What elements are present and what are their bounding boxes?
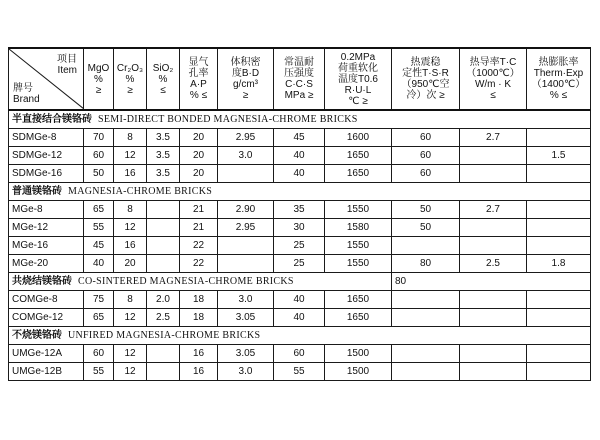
header-thermal-expansion: 热膨胀率 Therm·Exp （1400℃） % ≤: [527, 48, 591, 110]
value-cell: 16: [180, 345, 218, 363]
value-cell: [218, 255, 274, 273]
section-extra-value: 80: [392, 273, 591, 291]
table-row: [9, 309, 591, 327]
value-cell: 80: [392, 255, 460, 273]
value-cell: 3.0: [218, 147, 274, 165]
header-crushing-strength: 常温耐 压强度 C·C·S MPa ≥: [274, 48, 325, 110]
value-cell: [527, 237, 591, 255]
section-header-row: [9, 273, 591, 291]
value-cell: 18: [180, 309, 218, 327]
value-cell: 60: [84, 147, 114, 165]
table-row: [9, 237, 591, 255]
section-title-zh: 共烧结镁铬砖: [12, 276, 72, 287]
value-cell: [460, 345, 527, 363]
value-cell: [392, 237, 460, 255]
table-row: [9, 219, 591, 237]
value-cell: 2.90: [218, 201, 274, 219]
value-cell: 3.0: [218, 291, 274, 309]
section-title-cell: [9, 183, 591, 201]
value-cell: 21: [180, 201, 218, 219]
value-cell: 2.95: [218, 129, 274, 147]
section-title-en: CO-SINTERED MAGNESIA-CHROME BRICKS: [78, 276, 294, 287]
value-cell: [460, 219, 527, 237]
value-cell: [527, 345, 591, 363]
value-cell: [527, 363, 591, 381]
value-cell: [218, 237, 274, 255]
value-cell: 1500: [325, 363, 392, 381]
value-cell: [218, 165, 274, 183]
value-cell: 50: [392, 219, 460, 237]
corner-item-en: Item: [57, 65, 77, 76]
value-cell: [527, 165, 591, 183]
brand-cell: UMGe-12B: [9, 363, 84, 381]
value-cell: 12: [114, 147, 147, 165]
value-cell: 30: [274, 219, 325, 237]
value-cell: [147, 201, 180, 219]
value-cell: 8: [114, 291, 147, 309]
value-cell: [147, 345, 180, 363]
value-cell: 3.0: [218, 363, 274, 381]
value-cell: 50: [84, 165, 114, 183]
brand-cell: SDMGe-8: [9, 129, 84, 147]
value-cell: 60: [84, 345, 114, 363]
section-title-zh: 半直接结合镁铬砖: [12, 114, 92, 125]
corner-brand-zh: 牌号: [13, 83, 33, 94]
value-cell: 16: [180, 363, 218, 381]
value-cell: 8: [114, 201, 147, 219]
value-cell: 22: [180, 255, 218, 273]
value-cell: 3.5: [147, 129, 180, 147]
header-row: [9, 48, 591, 110]
value-cell: 1550: [325, 201, 392, 219]
value-cell: 55: [84, 363, 114, 381]
value-cell: 40: [274, 291, 325, 309]
value-cell: 65: [84, 309, 114, 327]
table-row: [9, 255, 591, 273]
table-row: [9, 363, 591, 381]
brand-cell: SDMGe-16: [9, 165, 84, 183]
value-cell: [527, 201, 591, 219]
value-cell: 40: [274, 165, 325, 183]
value-cell: 3.05: [218, 345, 274, 363]
table-row: [9, 129, 591, 147]
header-thermal-shock-resistance: 热震稳 定性T·S·R （950℃空 冷）次 ≥: [392, 48, 460, 110]
section-title-zh: 不烧镁铬砖: [12, 330, 62, 341]
value-cell: 2.7: [460, 201, 527, 219]
value-cell: 70: [84, 129, 114, 147]
header-mgo: MgO % ≥: [84, 48, 114, 110]
value-cell: 50: [392, 201, 460, 219]
value-cell: 8: [114, 129, 147, 147]
value-cell: 1.8: [527, 255, 591, 273]
value-cell: [460, 363, 527, 381]
product-spec-table-wrapper: [8, 47, 590, 381]
section-title-en: MAGNESIA-CHROME BRICKS: [68, 186, 213, 197]
value-cell: 1550: [325, 255, 392, 273]
value-cell: 3.5: [147, 147, 180, 165]
value-cell: 2.7: [460, 129, 527, 147]
value-cell: 1500: [325, 345, 392, 363]
value-cell: [527, 129, 591, 147]
value-cell: 21: [180, 219, 218, 237]
value-cell: 55: [84, 219, 114, 237]
value-cell: [527, 291, 591, 309]
brand-cell: MGe-16: [9, 237, 84, 255]
value-cell: 1650: [325, 147, 392, 165]
section-header-row: [9, 183, 591, 201]
table-row: [9, 345, 591, 363]
value-cell: [460, 147, 527, 165]
table-row: [9, 147, 591, 165]
value-cell: [460, 237, 527, 255]
value-cell: 40: [274, 147, 325, 165]
value-cell: [147, 219, 180, 237]
value-cell: 22: [180, 237, 218, 255]
value-cell: [460, 309, 527, 327]
value-cell: 12: [114, 363, 147, 381]
value-cell: 2.5: [147, 309, 180, 327]
table-body: [9, 110, 591, 381]
value-cell: 65: [84, 201, 114, 219]
value-cell: 2.0: [147, 291, 180, 309]
value-cell: 25: [274, 237, 325, 255]
brand-cell: COMGe-12: [9, 309, 84, 327]
table-row: [9, 201, 591, 219]
value-cell: 45: [274, 129, 325, 147]
brand-cell: SDMGe-12: [9, 147, 84, 165]
value-cell: [460, 291, 527, 309]
value-cell: 1650: [325, 165, 392, 183]
value-cell: 3.5: [147, 165, 180, 183]
value-cell: [392, 345, 460, 363]
value-cell: 12: [114, 345, 147, 363]
value-cell: [460, 165, 527, 183]
section-title-en: UNFIRED MAGNESIA-CHROME BRICKS: [68, 330, 261, 341]
value-cell: 1650: [325, 309, 392, 327]
value-cell: 20: [114, 255, 147, 273]
header-apparent-porosity: 显气 孔率 A·P % ≤: [180, 48, 218, 110]
value-cell: [392, 363, 460, 381]
value-cell: 40: [84, 255, 114, 273]
value-cell: [392, 291, 460, 309]
value-cell: 25: [274, 255, 325, 273]
brand-cell: MGe-20: [9, 255, 84, 273]
corner-brand-en: Brand: [13, 94, 40, 105]
value-cell: [147, 363, 180, 381]
brand-cell: COMGe-8: [9, 291, 84, 309]
value-cell: [392, 309, 460, 327]
value-cell: 35: [274, 201, 325, 219]
value-cell: 16: [114, 237, 147, 255]
product-spec-table: [8, 47, 591, 381]
value-cell: 60: [392, 147, 460, 165]
header-refractoriness-under-load: 0.2MPa 荷重软化 温度T0.6 R·U·L ℃ ≥: [325, 48, 392, 110]
value-cell: 20: [180, 129, 218, 147]
value-cell: 1.5: [527, 147, 591, 165]
section-title-cell: [9, 110, 591, 129]
value-cell: 2.5: [460, 255, 527, 273]
value-cell: 16: [114, 165, 147, 183]
value-cell: 45: [84, 237, 114, 255]
value-cell: 75: [84, 291, 114, 309]
value-cell: 55: [274, 363, 325, 381]
header-thermal-conductivity: 热导率T·C （1000℃） W/m · K ≤: [460, 48, 527, 110]
brand-cell: UMGe-12A: [9, 345, 84, 363]
section-title-en: SEMI-DIRECT BONDED MAGNESIA-CHROME BRICKS: [98, 114, 358, 125]
header-bulk-density: 体积密 度B·D g/cm³ ≥: [218, 48, 274, 110]
value-cell: 1580: [325, 219, 392, 237]
value-cell: 1650: [325, 291, 392, 309]
value-cell: 1550: [325, 237, 392, 255]
header-cr2o3: Cr₂O₃ % ≥: [114, 48, 147, 110]
corner-item-zh: 项目: [57, 54, 77, 65]
section-title-cell: [9, 327, 591, 345]
section-title-zh: 普通镁铬砖: [12, 186, 62, 197]
value-cell: 20: [180, 165, 218, 183]
value-cell: [147, 237, 180, 255]
value-cell: [527, 219, 591, 237]
section-title-cell: [9, 273, 392, 291]
value-cell: 60: [392, 165, 460, 183]
value-cell: 12: [114, 309, 147, 327]
header-sio2: SiO₂ % ≤: [147, 48, 180, 110]
section-header-row: [9, 327, 591, 345]
header-corner-cell: [9, 48, 84, 110]
value-cell: [147, 255, 180, 273]
table-row: [9, 291, 591, 309]
value-cell: 3.05: [218, 309, 274, 327]
value-cell: [527, 309, 591, 327]
table-row: [9, 165, 591, 183]
value-cell: 60: [392, 129, 460, 147]
value-cell: 60: [274, 345, 325, 363]
value-cell: 20: [180, 147, 218, 165]
value-cell: 1600: [325, 129, 392, 147]
value-cell: 2.95: [218, 219, 274, 237]
value-cell: 12: [114, 219, 147, 237]
brand-cell: MGe-12: [9, 219, 84, 237]
value-cell: 40: [274, 309, 325, 327]
section-header-row: [9, 110, 591, 129]
value-cell: 18: [180, 291, 218, 309]
brand-cell: MGe-8: [9, 201, 84, 219]
